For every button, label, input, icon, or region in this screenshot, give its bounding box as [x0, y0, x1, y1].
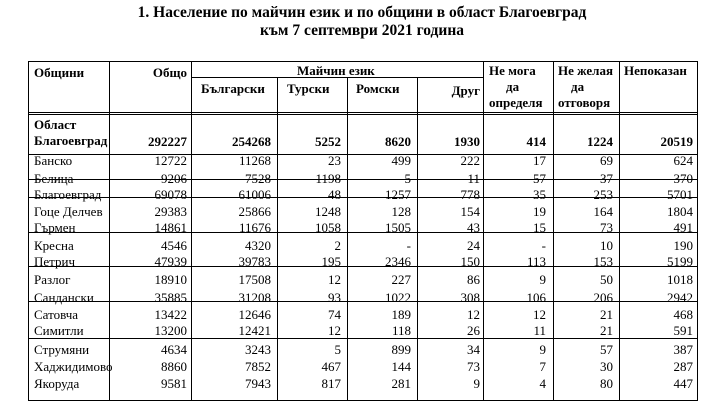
- region-value: 1224: [587, 134, 613, 149]
- column-divider: [109, 62, 110, 401]
- cell-value: 1022: [385, 290, 411, 305]
- cell-value: 106: [526, 290, 546, 305]
- cell-value: 12: [533, 307, 546, 322]
- cell-value: 817: [321, 376, 341, 391]
- cell-value: 281: [391, 376, 411, 391]
- header-nowish-2: да: [571, 79, 585, 94]
- row-name: Хаджидимово: [34, 359, 113, 374]
- cell-value: 15: [533, 220, 546, 235]
- header-other: Друг: [451, 83, 480, 98]
- cell-value: 74: [328, 307, 341, 322]
- row-name: Кресна: [34, 238, 74, 253]
- cell-value: 8860: [161, 359, 187, 374]
- row-divider: [29, 179, 698, 180]
- cell-value: 9: [473, 376, 480, 391]
- cell-value: 1505: [385, 220, 411, 235]
- cell-value: 9: [539, 272, 546, 287]
- cell-value: 7852: [245, 359, 271, 374]
- cell-value: 47939: [154, 254, 187, 269]
- cell-value: 899: [391, 342, 411, 357]
- cell-value: 93: [328, 290, 341, 305]
- row-name: Симитли: [34, 323, 84, 338]
- cell-value: 4634: [161, 342, 187, 357]
- cell-value: 7528: [245, 171, 271, 186]
- cell-value: 5: [404, 171, 411, 186]
- cell-value: 43: [467, 220, 480, 235]
- header-roma: Ромски: [356, 81, 400, 96]
- cell-value: 144: [391, 359, 411, 374]
- row-name: Гоце Делчев: [34, 204, 103, 219]
- cell-value: 9581: [161, 376, 187, 391]
- column-divider: [417, 77, 418, 401]
- cell-value: 1198: [315, 171, 341, 186]
- cell-value: 21: [600, 323, 613, 338]
- header-not-shown: Непоказан: [624, 63, 687, 78]
- cell-value: 21: [600, 307, 613, 322]
- region-value: 254268: [232, 134, 271, 149]
- header-cannot-3: определя: [489, 95, 543, 110]
- header-mother-tongue: Майчин език: [297, 63, 375, 78]
- cell-value: 195: [321, 254, 341, 269]
- cell-value: 1804: [667, 204, 693, 219]
- cell-value: 227: [391, 272, 411, 287]
- cell-value: 80: [600, 376, 613, 391]
- column-divider: [347, 77, 348, 401]
- cell-value: 9206: [161, 171, 187, 186]
- cell-value: 164: [593, 204, 613, 219]
- row-name: Якоруда: [34, 376, 80, 391]
- cell-value: 31208: [238, 290, 271, 305]
- cell-value: 5: [334, 342, 341, 357]
- header-municipality: Общини: [34, 65, 85, 80]
- cell-value: 12: [328, 272, 341, 287]
- cell-value: 308: [460, 290, 480, 305]
- cell-value: 69078: [154, 187, 187, 202]
- row-name: Струмяни: [34, 342, 90, 357]
- cell-value: 624: [673, 153, 693, 168]
- cell-value: 3243: [245, 342, 271, 357]
- cell-value: 491: [673, 220, 693, 235]
- cell-value: 370: [673, 171, 693, 186]
- cell-value: 447: [673, 376, 693, 391]
- cell-value: 13200: [154, 323, 187, 338]
- cell-value: 26: [467, 323, 480, 338]
- column-divider: [277, 77, 278, 401]
- cell-value: 29383: [154, 204, 187, 219]
- region-value: 414: [526, 134, 546, 149]
- cell-value: 2346: [385, 254, 411, 269]
- region-value: 292227: [148, 134, 187, 149]
- cell-value: 12421: [238, 323, 271, 338]
- cell-value: 189: [391, 307, 411, 322]
- cell-value: 11: [467, 171, 480, 186]
- cell-value: 4320: [245, 238, 271, 253]
- cell-value: 499: [391, 153, 411, 168]
- header-cannot-1: Не мога: [489, 63, 536, 78]
- row-name: Благоевград: [34, 187, 102, 202]
- cell-value: 12646: [238, 307, 271, 322]
- region-value: 20519: [660, 134, 693, 149]
- cell-value: 61006: [238, 187, 271, 202]
- row-name: Банско: [34, 153, 73, 168]
- cell-value: 591: [673, 323, 693, 338]
- header-divider: [29, 114, 698, 115]
- cell-value: 4: [539, 376, 546, 391]
- row-name: Сандански: [34, 290, 94, 305]
- cell-value: 11676: [238, 220, 271, 235]
- cell-value: 206: [593, 290, 613, 305]
- cell-value: 24: [467, 238, 480, 253]
- region-value: 8620: [385, 134, 411, 149]
- cell-value: 17508: [238, 272, 271, 287]
- cell-value: 1058: [315, 220, 341, 235]
- cell-value: 35885: [154, 290, 187, 305]
- region-name-line1: Област: [34, 117, 77, 132]
- row-name: Белица: [34, 171, 74, 186]
- cell-value: 467: [321, 359, 341, 374]
- cell-value: 73: [600, 220, 613, 235]
- cell-value: -: [406, 238, 411, 253]
- cell-value: 73: [467, 359, 480, 374]
- row-name: Сатовча: [34, 307, 79, 322]
- cell-value: 23: [328, 153, 341, 168]
- cell-value: 12: [467, 307, 480, 322]
- cell-value: 1257: [385, 187, 411, 202]
- cell-value: 9: [539, 342, 546, 357]
- cell-value: 2: [334, 238, 341, 253]
- region-value: 1930: [454, 134, 480, 149]
- cell-value: 113: [526, 254, 546, 269]
- header-nowish-1: Не желая: [558, 63, 613, 78]
- cell-value: 5199: [667, 254, 693, 269]
- header-cannot-2: да: [506, 79, 520, 94]
- cell-value: 17: [533, 153, 546, 168]
- cell-value: 1248: [315, 204, 341, 219]
- header-turkish: Турски: [287, 81, 330, 96]
- cell-value: 10: [600, 238, 613, 253]
- cell-value: 11268: [238, 153, 271, 168]
- cell-value: 253: [593, 187, 613, 202]
- column-divider: [483, 62, 484, 401]
- row-name: Петрич: [34, 254, 75, 269]
- cell-value: 57: [533, 171, 546, 186]
- cell-value: 118: [391, 323, 411, 338]
- population-table: [28, 61, 698, 401]
- cell-value: 153: [593, 254, 613, 269]
- row-name: Разлог: [34, 272, 71, 287]
- cell-value: 1018: [667, 272, 693, 287]
- row-divider: [29, 112, 698, 113]
- header-nowish-3: отговоря: [558, 95, 611, 110]
- cell-value: 5701: [667, 187, 693, 202]
- cell-value: 25866: [238, 204, 271, 219]
- cell-value: 37: [600, 171, 613, 186]
- cell-value: 190: [673, 238, 693, 253]
- cell-value: 12: [328, 323, 341, 338]
- cell-value: 12722: [154, 153, 187, 168]
- cell-value: 128: [391, 204, 411, 219]
- cell-value: 468: [673, 307, 693, 322]
- cell-value: 57: [600, 342, 613, 357]
- cell-value: 13422: [154, 307, 187, 322]
- cell-value: 4546: [161, 238, 187, 253]
- cell-value: 48: [328, 187, 341, 202]
- cell-value: 19: [533, 204, 546, 219]
- column-divider: [191, 62, 192, 401]
- region-name-line2: Благоевград: [34, 133, 108, 148]
- cell-value: 2942: [667, 290, 693, 305]
- column-divider: [619, 62, 620, 401]
- cell-value: 50: [600, 272, 613, 287]
- row-divider: [29, 338, 698, 339]
- cell-value: 287: [673, 359, 693, 374]
- row-divider: [29, 232, 698, 233]
- cell-value: 11: [533, 323, 546, 338]
- cell-value: 35: [533, 187, 546, 202]
- row-divider: [29, 154, 698, 155]
- cell-value: 7: [539, 359, 546, 374]
- cell-value: 86: [467, 272, 480, 287]
- table-title-line2: към 7 септември 2021 година: [259, 22, 465, 39]
- table-title-line1: 1. Население по майчин език и по общини в област Благоевград: [137, 4, 587, 21]
- header-total: Общо: [152, 65, 187, 80]
- cell-value: 69: [600, 153, 613, 168]
- cell-value: 7943: [245, 376, 271, 391]
- header-bulgarian: Български: [201, 81, 265, 96]
- cell-value: -: [541, 238, 546, 253]
- row-name: Гърмен: [34, 220, 76, 235]
- cell-value: 34: [467, 342, 480, 357]
- cell-value: 778: [460, 187, 480, 202]
- region-value: 5252: [315, 134, 341, 149]
- cell-value: 150: [460, 254, 480, 269]
- cell-value: 222: [460, 153, 480, 168]
- cell-value: 154: [460, 204, 480, 219]
- cell-value: 30: [600, 359, 613, 374]
- column-divider: [553, 62, 554, 401]
- cell-value: 387: [673, 342, 693, 357]
- cell-value: 39783: [238, 254, 271, 269]
- cell-value: 18910: [154, 272, 187, 287]
- cell-value: 14861: [154, 220, 187, 235]
